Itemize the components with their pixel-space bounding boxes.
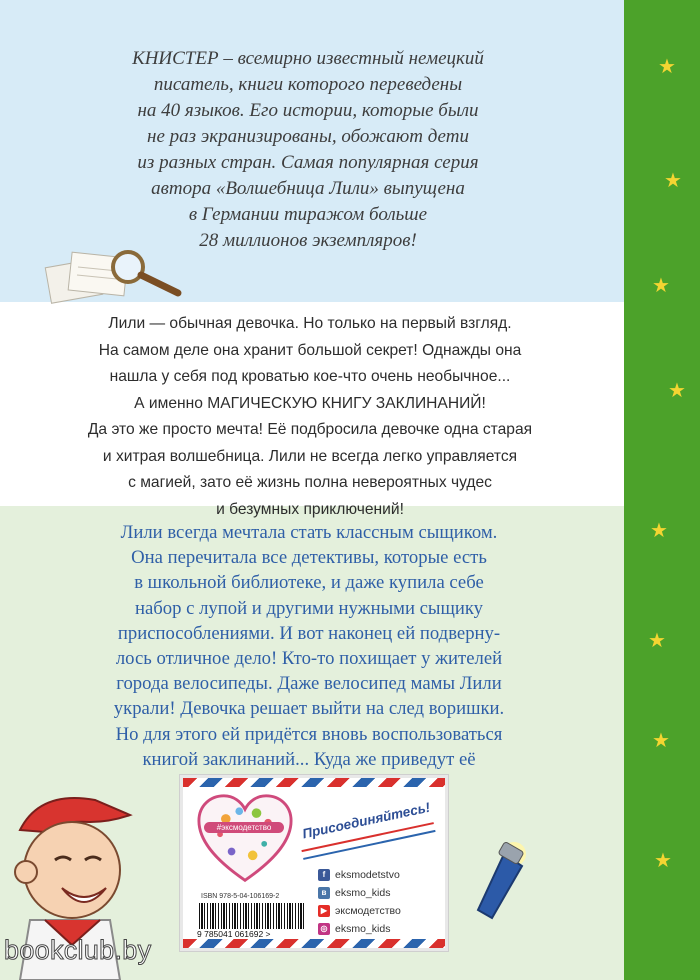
star-icon: ★ (668, 378, 686, 402)
series-line: А именно МАГИЧЕСКУЮ КНИГУ ЗАКЛИНАНИЙ! (134, 394, 486, 412)
youtube-icon: ▶ (318, 905, 330, 917)
author-line: автора «Волшебница Лили» выпущена (151, 178, 465, 199)
social-link-vk[interactable] (318, 884, 443, 902)
social-handle: eksmo_kids (335, 887, 391, 899)
book-line: Но для этого ей придётся вновь воспользоваться (115, 723, 503, 745)
series-line: нашла у себя под кроватью кое-что очень необычное... (109, 368, 511, 385)
facebook-icon: f (318, 869, 330, 881)
airmail-stripe (183, 939, 445, 948)
author-blurb (70, 46, 546, 254)
book-line: приспособлениями. И вот наконец ей подверну- (117, 622, 501, 644)
series-blurb (80, 311, 540, 523)
author-line: 28 миллионов экземпляров! (199, 230, 417, 251)
social-handle: eksmo_kids (335, 923, 391, 935)
watermark: bookclub.by (4, 935, 152, 965)
envelope-card (180, 775, 448, 951)
star-icon: ★ (664, 168, 682, 192)
instagram-icon: ◎ (318, 923, 330, 935)
author-line: КНИСТЕР – всемирно известный немецкий (132, 48, 484, 69)
book-line: Она перечитала все детективы, которые есть (131, 547, 487, 569)
social-handle: eksmodetstvo (335, 869, 400, 881)
social-link-facebook[interactable] (318, 866, 443, 884)
book-line: лось отличное дело! Кто-то похищает у жителей (115, 648, 503, 670)
book-line: города велосипеды. Даже велосипед мамы Лили (116, 673, 502, 695)
star-icon: ★ (654, 848, 672, 872)
hashtag-label: #эксмодетство (204, 822, 284, 833)
series-line: Да это же просто мечта! Её подбросила девочке одна старая (87, 421, 533, 438)
author-line: на 40 языков. Его истории, которые были (137, 100, 479, 121)
social-link-youtube[interactable] (318, 902, 443, 920)
star-icon: ★ (652, 273, 670, 297)
series-line: с магией, зато её жизнь полна невероятных чудес (128, 474, 492, 491)
barcode (199, 903, 304, 929)
series-line: и безумных приключений! (216, 500, 404, 518)
magnifier-papers-illustration (40, 245, 190, 307)
book-line: Лили всегда мечтала стать классным сыщиком. (120, 522, 498, 543)
social-link-instagram[interactable] (318, 920, 443, 938)
social-handle: эксмодетство (335, 905, 401, 917)
series-line: Лили — обычная девочка. Но только на первый взгляд. (108, 315, 512, 332)
series-line: На самом деле она хранит большой секрет! Однажды она (98, 341, 522, 359)
star-icon: ★ (648, 628, 666, 652)
airmail-stripe (183, 778, 445, 787)
author-line: не раз экранизированы, обожают дети (147, 126, 469, 147)
book-blurb (70, 520, 548, 797)
join-heading: Присоединяйтесь! (300, 799, 432, 842)
spine (624, 0, 700, 980)
isbn-text: ISBN 978-5-04-106169-2 (201, 893, 280, 900)
social-links (318, 866, 443, 938)
author-line: в Германии тиражом больше (188, 204, 428, 225)
book-line: книгой заклинаний... Куда же приведут её (142, 748, 476, 770)
series-line: и хитрая волшебница. Лили не всегда легко управляется (102, 447, 518, 465)
book-line: в школьной библиотеке, и даже купила себе (134, 572, 484, 594)
flashlight-illustration (470, 840, 530, 930)
star-icon: ★ (652, 728, 670, 752)
book-line: украли! Девочка решает выйти на след воришки. (113, 698, 505, 720)
book-line: набор с лупой и другими нужными сыщику (134, 597, 484, 619)
vk-icon: в (318, 887, 330, 899)
star-icon: ★ (658, 54, 676, 78)
heart-icon (197, 792, 293, 888)
barcode-number: 9 785041 061692 > (197, 929, 271, 939)
author-line: из разных стран. Самая популярная серия (137, 152, 479, 173)
author-line: писатель, книги которого переведены (153, 74, 463, 95)
star-icon: ★ (650, 518, 668, 542)
